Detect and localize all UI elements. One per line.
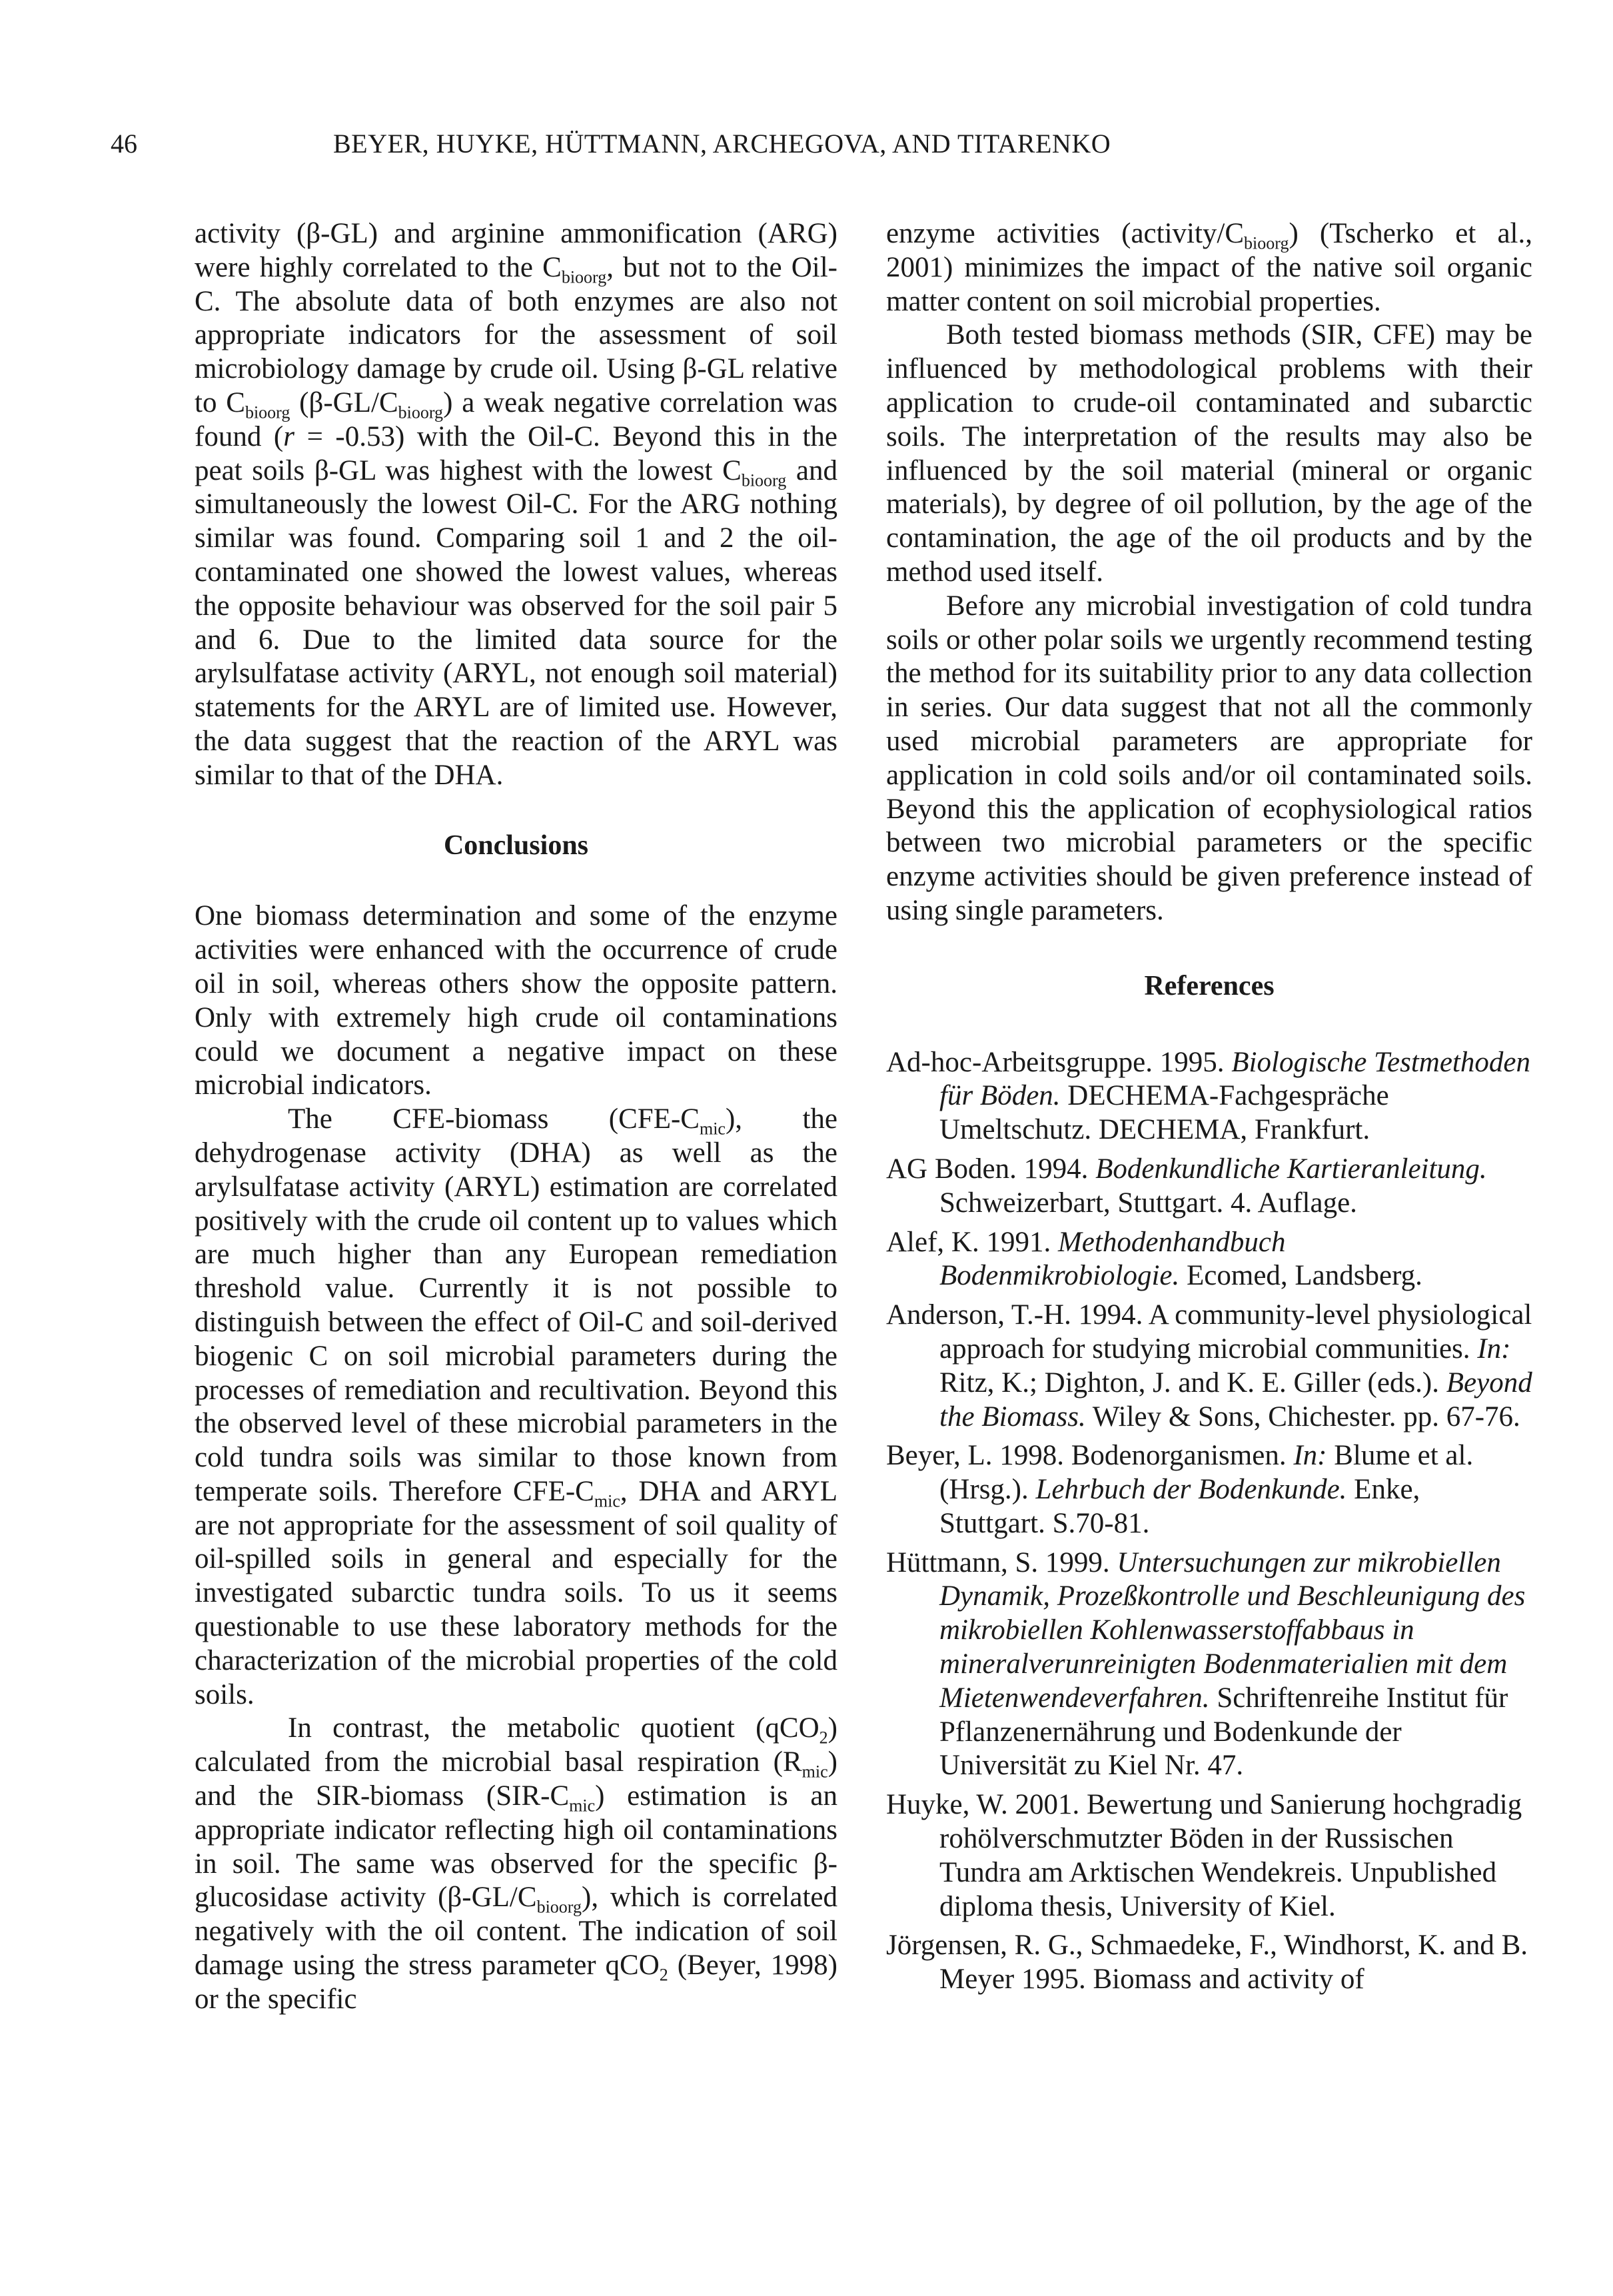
conclusions-paragraph-3: In contrast, the metabolic quotient (qCO$_2$) calculated from the microbial basal respiration $(R_{mic})$ and the SIR-biomass $(SIR-C_{mic})$ estimation is an appropriate indicator reflecting high oil contaminations in soil. The same was observed for the specific β-glucosidase activity $(\beta-GL/C_{bioorg})$, which is correlated negatively with the oil content. The indication of soil damage using the stress parameter qCO$_2$ (Beyer, 1998) or the specific [195, 1712, 837, 2015]
discussion-paragraph-1: enzyme activities $(activity/C_{bioorg})$ (Tscherko et al., 2001) minimizes the impact of the native soil organic matter content on soil microbial properties. [886, 218, 1532, 317]
running-head: BEYER, HUYKE, HÜTTMANN, ARCHEGOVA, AND TITARENKO [333, 129, 1111, 159]
discussion-paragraph-3: Before any microbial investigation of cold tundra soils or other polar soils we urgently recommend testing the method for its suitability prior to any data collection in series. Our data suggest that not all the commonly used microbial parameters are appropriate for application in cold soils and/or oil contaminated soils. Beyond this the application of ecophysiological ratios between two microbial parameters or the specific enzyme activities should be given preference instead of using single parameters. [886, 590, 1532, 926]
reference-item: Huyke, W. 2001. Bewertung und Sanierung hochgradig rohölverschmutzter Böden in der Russischen Tundra am Arktischen Wendekreis. Unpublished diploma thesis, University of Kiel. [886, 1789, 1522, 1922]
left-column [195, 217, 837, 2017]
reference-item: Beyer, L. 1998. Bodenorganismen. In: Blume et al. (Hrsg.). Lehrbuch der Bodenkunde. Enke, Stuttgart. S.70-81. [886, 1440, 1474, 1539]
reference-list [886, 1046, 1532, 1998]
reference-item: Alef, K. 1991. Methodenhandbuch Bodenmikrobiologie. Ecomed, Landsberg. [886, 1226, 1422, 1292]
conclusions-paragraph-2: The CFE-biomass $(CFE-C_{mic})$, the dehydrogenase activity (DHA) as well as the arylsulfatase activity (ARYL) estimation are correlated positively with the crude oil content up to values which are much higher than any European remediation threshold value. Currently it is not possible to distinguish between the effect of Oil-C and soil-derived biogenic C on soil microbial parameters during the processes of remediation and recultivation. Beyond this the observed level of these microbial parameters in the cold tundra soils was similar to those known from temperate soils. Therefore CFE-$C_{mic}$, DHA and ARYL are not appropriate for the assessment of soil quality of oil-spilled soils in general and especially for the investigated subarctic tundra soils. To us it seems questionable to use these laboratory methods for the characterization of the microbial properties of the cold soils. [195, 1103, 837, 1710]
results-paragraph: activity (β-GL) and arginine ammonification (ARG) were highly correlated to the $C_{bioorg}$, but not to the Oil-C. The absolute data of both enzymes are also not appropriate indicators for the assessment of soil microbiology damage by crude oil. Using β-GL relative to $C_{bioorg}$ $(\beta-GL/C_{bioorg})$ a weak negative correlation was found (r = -0.53) with the Oil-C. Beyond this in the peat soils β-GL was highest with the lowest $C_{bioorg}$ and simultaneously the lowest Oil-C. For the ARG nothing similar was found. Comparing soil 1 and 2 the oil-contaminated one showed the lowest values, whereas the opposite behaviour was observed for the soil pair 5 and 6. Due to the limited data source for the arylsulfatase activity (ARYL, not enough soil material) statements for the ARYL are of limited use. However, the data suggest that the reaction of the ARYL was similar to that of the DHA. [195, 218, 837, 791]
conclusions-heading: Conclusions [443, 830, 589, 861]
right-column [886, 217, 1532, 2002]
reference-item: AG Boden. 1994. Bodenkundliche Kartieranleitung. Schweizerbart, Stuttgart. 4. Auflage. [886, 1153, 1487, 1219]
page-number: 46 [111, 129, 137, 159]
reference-item: Hüttmann, S. 1999. Untersuchungen zur mikrobiellen Dynamik, Prozeßkontrolle und Beschleunigung des mikrobiellen Kohlenwasserstoffabbaus in mineralverunreinigten Bodenmaterialien mit dem Mietenwendeverfahren. Schriftenreihe Institut für Pflanzenernährung und Bodenkunde der Universität zu Kiel Nr. 47. [886, 1546, 1526, 1782]
reference-item: Ad-hoc-Arbeitsgruppe. 1995. Biologische Testmethoden für Böden. DECHEMA-Fachgespräche Umeltschutz. DECHEMA, Frankfurt. [886, 1046, 1530, 1146]
conclusions-paragraph-1: One biomass determination and some of the enzyme activities were enhanced with the occurrence of crude oil in soil, whereas others show the opposite pattern. Only with extremely high crude oil contaminations could we document a negative impact on these microbial indicators. [195, 900, 837, 1101]
discussion-paragraph-2: Both tested biomass methods (SIR, CFE) may be influenced by methodological problems with their application to crude-oil contaminated and subarctic soils. The interpretation of the results may also be influenced by the soil material (mineral or organic materials), by degree of oil pollution, by the age of the contamination, the age of the oil products and by the method used itself. [886, 319, 1532, 588]
references-heading: References [1144, 970, 1275, 1001]
reference-item: Jörgensen, R. G., Schmaedeke, F., Windhorst, K. and B. Meyer 1995. Biomass and activity of [886, 1930, 1528, 1996]
reference-item: Anderson, T.-H. 1994. A community-level physiological approach for studying microbial communities. In: Ritz, K.; Dighton, J. and K. E. Giller (eds.). Beyond the Biomass. Wiley & Sons, Chichester. pp. 67-76. [886, 1299, 1532, 1433]
